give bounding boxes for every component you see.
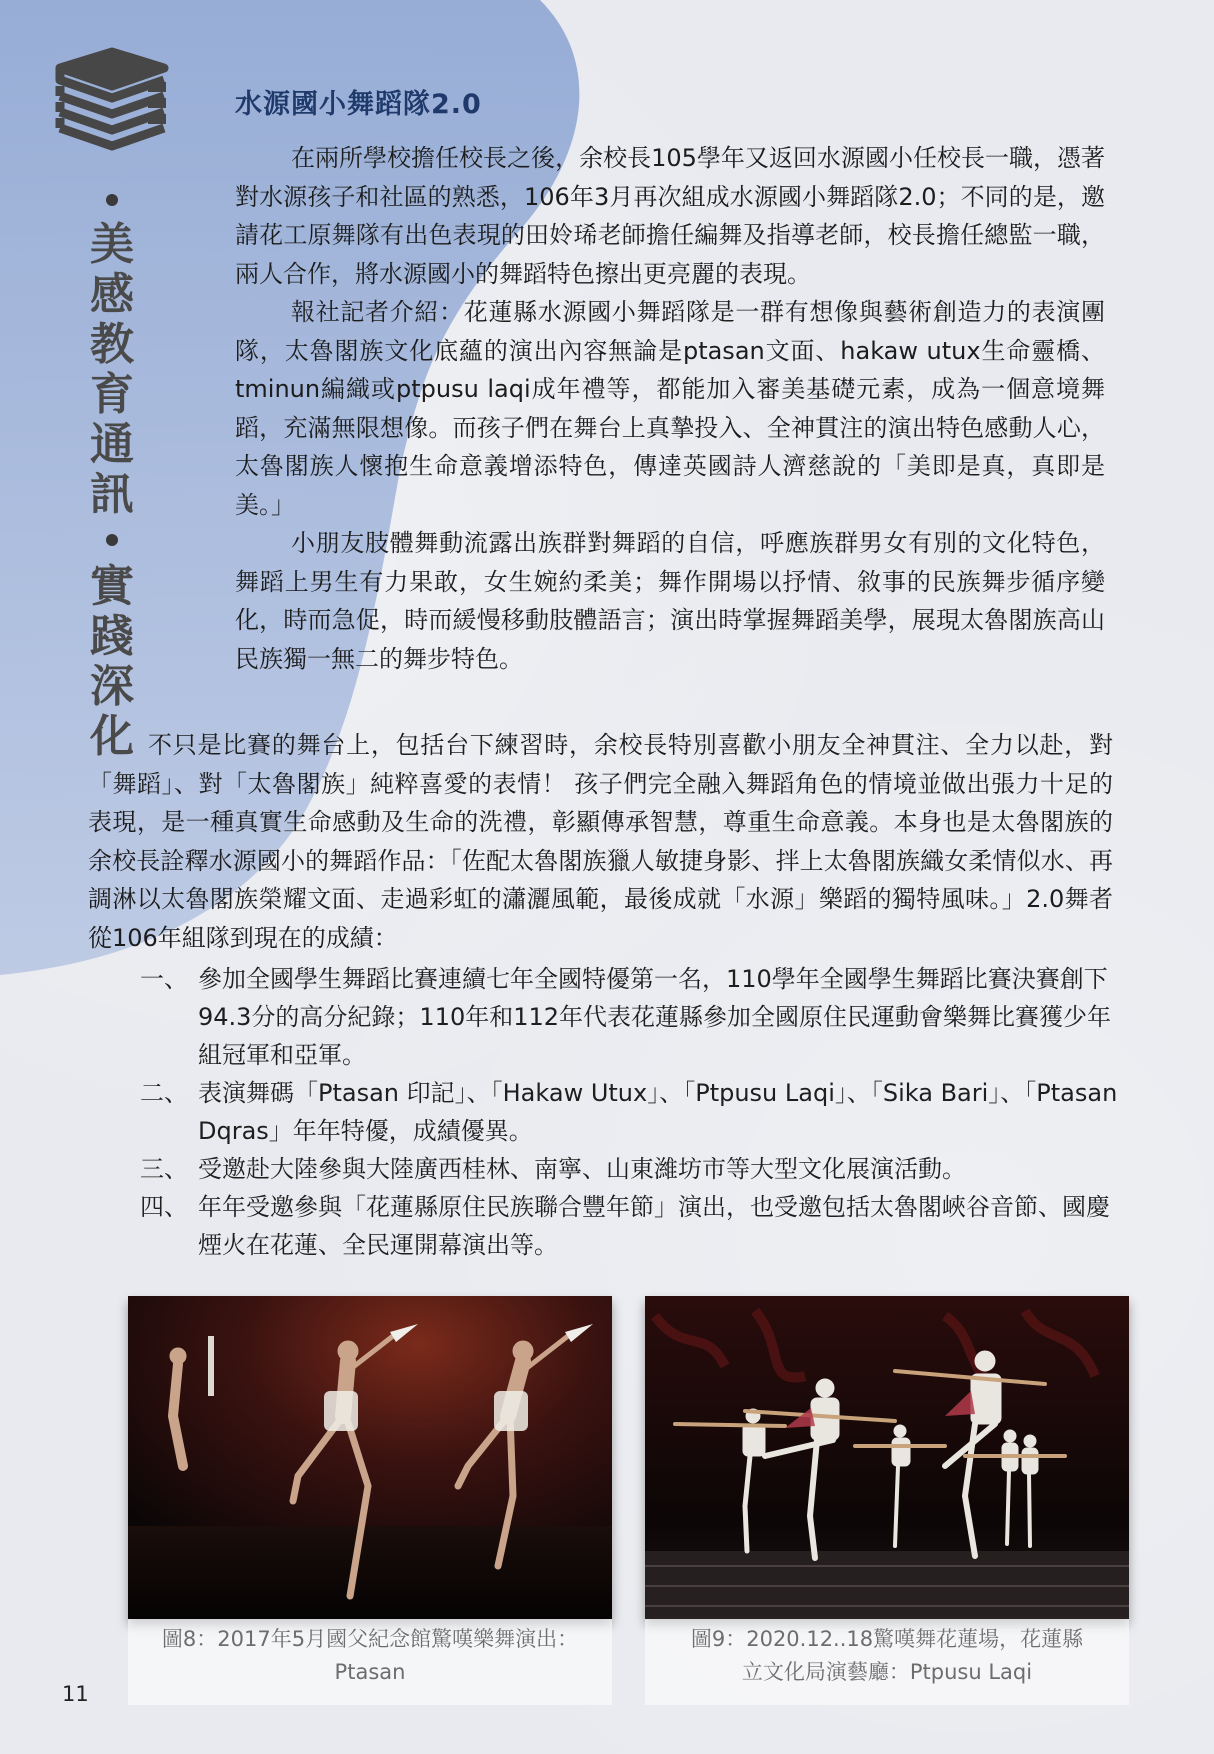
list-text: 年年受邀參與「花蓮縣原住民族聯合豐年節」演出，也受邀包括太魯閣峽谷音節、國慶煙火在花蓮、全民運開幕演出等。 (198, 1193, 1110, 1259)
title-char: 育 (90, 369, 134, 420)
title-char: 踐 (90, 611, 134, 662)
list-text: 參加全國學生舞蹈比賽連續七年全國特優第一名，110學年全國學生舞蹈比賽決賽創下94.3分的高分紀錄；110年和112年代表花蓮縣參加全國原住民運動會樂舞比賽獲少年組冠軍和亞軍。 (198, 965, 1112, 1069)
list-number: 一、 (140, 965, 188, 993)
caption-line: 圖9：2020.12..18驚嘆舞花蓮場，花蓮縣 (690, 1627, 1084, 1651)
bullet-dot (106, 194, 118, 206)
list-text: 受邀赴大陸參與大陸廣西桂林、南寧、山東濰坊市等大型文化展演活動。 (198, 1155, 966, 1183)
page-number: 11 (62, 1682, 89, 1706)
title-char: 實 (90, 561, 134, 612)
list-item (140, 960, 1120, 1074)
paragraph: 報社記者介紹：花蓮縣水源國小舞蹈隊是一群有想像與藝術創造力的表演團隊，太魯閣族文化底蘊的演出內容無論是ptasan文面、hakaw utux生命靈橋、tminun編織或ptpusu laqi成年禮等，都能加入審美基礎元素，成為一個意境舞蹈，充滿無限想像。而孩子們在舞台上真摯投入、全神貫注的演出特色感動人心，太魯閣族人懷抱生命意義增添特色，傳達英國詩人濟慈說的「美即是真，真即是美。」 (235, 298, 1105, 519)
list-number: 三、 (140, 1155, 188, 1183)
caption-line: 立文化局演藝廳：Ptpusu Laqi (741, 1660, 1033, 1684)
list-number: 二、 (140, 1079, 188, 1107)
title-char: 訊 (90, 469, 134, 520)
list-item (140, 1074, 1120, 1150)
lower-text-block (88, 726, 1113, 957)
list-item (140, 1150, 1120, 1188)
caption-line: Ptasan (334, 1660, 406, 1684)
photo-caption (128, 1619, 612, 1705)
title-char: 感 (90, 269, 134, 320)
list-number: 四、 (140, 1193, 188, 1221)
vertical-section-title (82, 188, 142, 762)
caption-line: 圖8：2017年5月國父紀念館驚嘆樂舞演出： (161, 1627, 579, 1651)
dance-photo-ptasan (128, 1296, 612, 1619)
bullet-dot (106, 534, 118, 546)
title-char: 深 (90, 661, 134, 712)
book-stack-icon (52, 46, 172, 161)
photo-caption (645, 1619, 1129, 1705)
paragraph: 在兩所學校擔任校長之後，余校長105學年又返回水源國小任校長一職，憑著對水源孩子和社區的熟悉，106年3月再次組成水源國小舞蹈隊2.0；不同的是，邀請花工原舞隊有出色表現的田姈琋老師擔任編舞及指導老師，校長擔任總監一職，兩人合作，將水源國小的舞蹈特色擦出更亮麗的表現。 (235, 144, 1105, 288)
title-char: 美 (90, 219, 134, 270)
dance-photo-ptpusu-laqi (645, 1296, 1129, 1619)
title-char: 通 (90, 419, 134, 470)
list-text: 表演舞碼「Ptasan 印記」、「Hakaw Utux」、「Ptpusu Laqi」、「Sika Bari」、「Ptasan Dqras」年年特優，成績優異。 (198, 1079, 1118, 1145)
top-text-block (235, 139, 1105, 678)
paragraph: 小朋友肢體舞動流露出族群對舞蹈的自信，呼應族群男女有別的文化特色，舞蹈上男生有力果敢，女生婉約柔美；舞作開場以抒情、敘事的民族舞步循序變化，時而急促，時而緩慢移動肢體語言；演出時掌握舞蹈美學，展現太魯閣族高山民族獨一無二的舞步特色。 (235, 529, 1105, 673)
title-char: 教 (90, 319, 134, 370)
title-char: 化 (90, 711, 134, 762)
section-heading: 水源國小舞蹈隊2.0 (235, 89, 482, 120)
paragraph: 不只是比賽的舞台上，包括台下練習時，余校長特別喜歡小朋友全神貫注、全力以赴，對「舞蹈」、對「太魯閣族」純粹喜愛的表情！ 孩子們完全融入舞蹈角色的情境並做出張力十足的表現，是一種真實生命感動及生命的洗禮，彰顯傳承智慧，尊重生命意義。本身也是太魯閣族的余校長詮釋水源國小的舞蹈作品：「佐配太魯閣族獵人敏捷身影、拌上太魯閣族織女柔情似水、再調淋以太魯閣族榮耀文面、走過彩虹的瀟灑風範，最後成就「水源」樂蹈的獨特風味。」2.0舞者從106年組隊到現在的成績： (88, 731, 1113, 952)
achievement-list (140, 960, 1120, 1264)
list-item (140, 1188, 1120, 1264)
